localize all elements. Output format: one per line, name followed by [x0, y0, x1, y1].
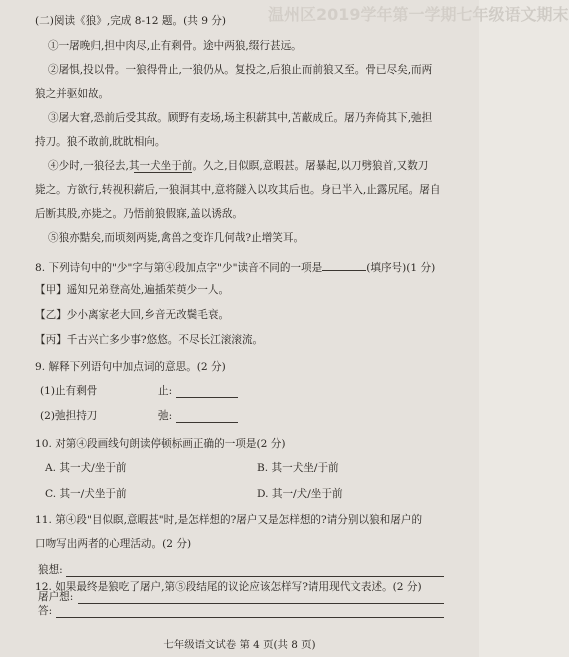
q9-item-2-label: 弛: [158, 410, 173, 422]
option-jia: 【甲】遥知兄弟登高处,遍插茱萸少一人。 [35, 284, 230, 296]
butcher-label: 屠户想: [38, 591, 74, 603]
paragraph-2-line-1: ②屠惧,投以骨。一狼得骨止,一狼仍从。复投之,后狼止而前狼又至。骨已尽矣,而两 [48, 64, 433, 76]
question-8-stem: 8. 下列诗句中的"少"字与第④段加点字"少"读音不同的一项是 [35, 262, 323, 274]
answer-blank-8[interactable] [322, 259, 366, 271]
q9-item-2: (2)弛担持刀 [40, 410, 98, 422]
q10-option-d[interactable]: D. 其一/犬/坐于前 [257, 488, 343, 500]
wolf-answer-line[interactable] [66, 576, 444, 577]
q9-item-1-label: 止: [158, 385, 173, 397]
q10-option-c[interactable]: C. 其一/犬坐于前 [45, 488, 127, 500]
question-9: 9. 解释下列语句中加点词的意思。(2 分) [35, 361, 226, 373]
option-bing: 【丙】千古兴亡多少事?悠悠。不尽长江滚滚流。 [35, 334, 264, 346]
butcher-answer-line[interactable] [78, 603, 444, 604]
page-footer: 七年级语文试卷 第 4 页(共 8 页) [163, 639, 316, 651]
paragraph-1: ①一屠晚归,担中肉尽,止有剩骨。途中两狼,缀行甚远。 [48, 40, 302, 52]
paragraph-5: ⑤狼亦黠矣,而顷刻两毙,禽兽之变诈几何哉?止增笑耳。 [48, 232, 305, 244]
question-10: 10. 对第④段画线句朗读停顿标画正确的一项是(2 分) [35, 438, 286, 450]
question-11-line-2: 口吻写出两者的心理活动。(2 分) [35, 538, 192, 550]
q10-option-b[interactable]: B. 其一犬坐/于前 [257, 462, 339, 474]
paragraph-2-line-2: 狼之并驱如故。 [35, 88, 110, 100]
paragraph-3-line-1: ③屠大窘,恐前后受其敌。顾野有麦场,场主积薪其中,苫蔽成丘。屠乃奔倚其下,弛担 [48, 112, 433, 124]
question-8-tail: (填序号)(1 分) [366, 262, 436, 274]
paragraph-3-line-2: 持刀。狼不敢前,眈眈相向。 [35, 136, 166, 148]
paragraph-4-line-3: 后断其股,亦毙之。乃悟前狼假寐,盖以诱敌。 [35, 208, 244, 220]
paragraph-4-line-1 [48, 159, 428, 173]
q10-option-a[interactable]: A. 其一犬/坐于前 [45, 462, 127, 474]
question-8 [35, 259, 435, 275]
question-11-line-1: 11. 第④段"目似瞑,意暇甚"时,是怎样想的?屠户又是怎样想的?请分别以狼和屠户的 [35, 514, 423, 526]
paragraph-4-line-2: 毙之。方欲行,转视积薪后,一狼洞其中,意将隧入以攻其后也。身已半入,止露尻尾。屠自 [35, 184, 441, 196]
underline-sentence [134, 172, 192, 173]
question-12-stem-visible: 12. 如果最终是狼吃了屠户,第⑤段结尾的议论应该怎样写?请用现代文表述。(2 分) [35, 581, 422, 593]
header-bleed-through: 温州区2019学年第一学期七年级语文期末 [268, 5, 569, 24]
section-title: (二)阅读《狼》,完成 8-12 题。(共 9 分) [35, 15, 227, 27]
answer-blank-9-2[interactable] [176, 422, 238, 423]
q12-answer-label: 答: [38, 605, 53, 617]
answer-blank-9-1[interactable] [176, 397, 238, 398]
q12-answer-line[interactable] [56, 617, 444, 618]
wolf-label: 狼想: [38, 564, 63, 576]
option-yi: 【乙】少小离家老大回,乡音无改鬓毛衰。 [35, 309, 230, 321]
paragraph-4-text: ④少时,一狼径去,其一犬坐于前。久之,目似瞑,意暇甚。屠暴起,以刀劈狼首,又数刀 [48, 160, 429, 172]
q9-item-1: (1)止有剩骨 [40, 385, 98, 397]
